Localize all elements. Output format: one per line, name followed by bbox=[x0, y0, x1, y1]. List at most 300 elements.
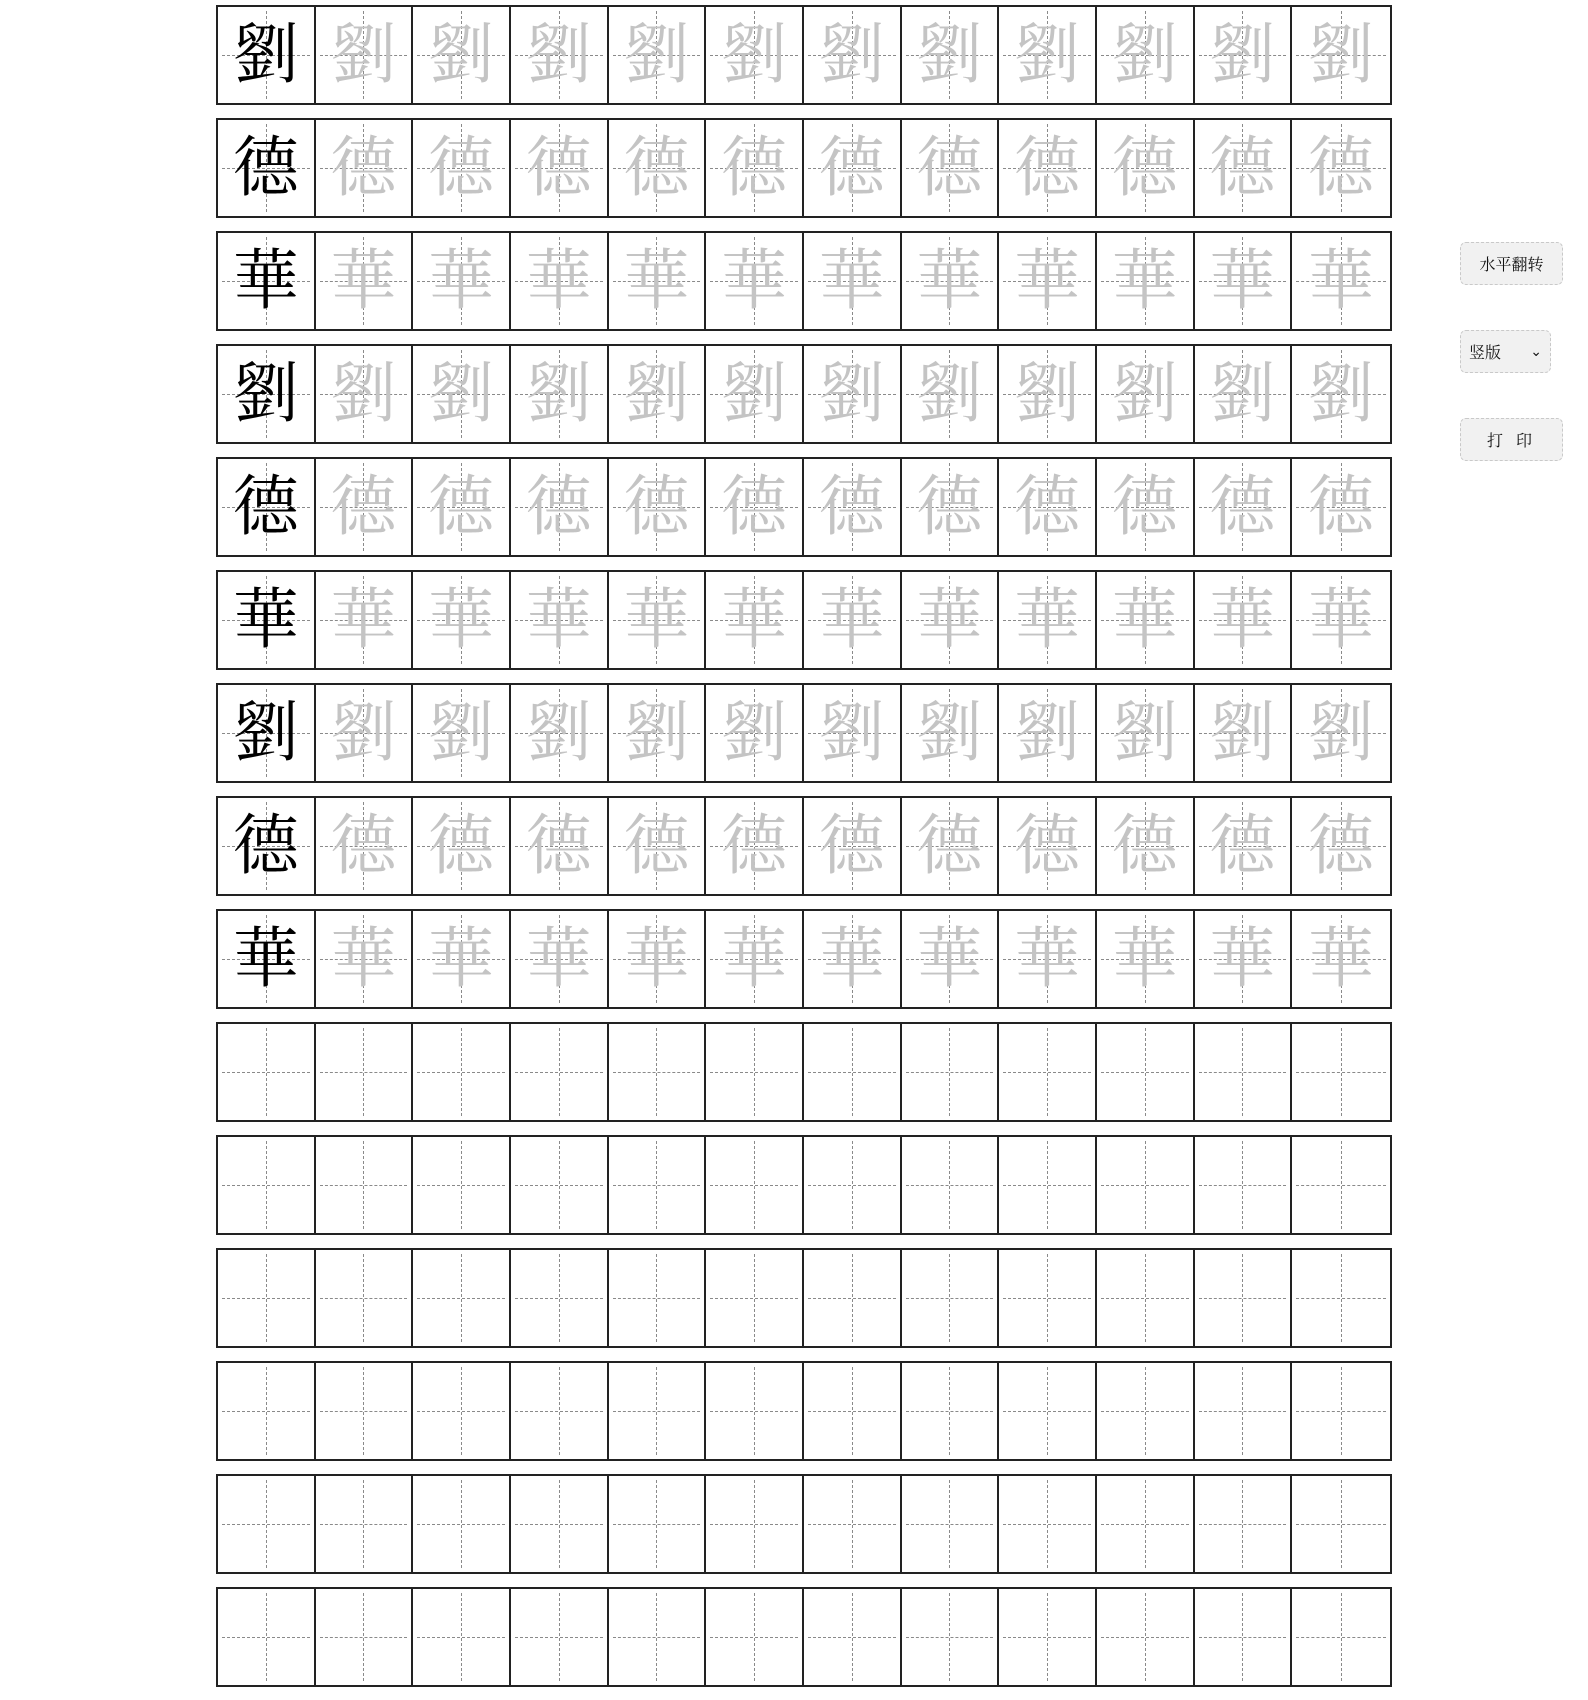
guide-line-vertical bbox=[1145, 1141, 1146, 1229]
practice-cell bbox=[609, 1250, 707, 1346]
trace-character: 劉 bbox=[1014, 355, 1081, 432]
trace-character: 劉 bbox=[1111, 694, 1178, 771]
guide-line-vertical bbox=[266, 1141, 267, 1229]
guide-line-vertical bbox=[852, 1480, 853, 1568]
practice-cell bbox=[316, 1024, 414, 1120]
practice-row bbox=[216, 1361, 1392, 1461]
practice-cell bbox=[1195, 1250, 1293, 1346]
practice-cell bbox=[218, 233, 316, 329]
guide-line-vertical bbox=[1341, 1141, 1342, 1229]
guide-line-vertical bbox=[1242, 1141, 1243, 1229]
practice-cell bbox=[609, 1476, 707, 1572]
practice-cell bbox=[609, 572, 707, 668]
practice-cell bbox=[609, 1024, 707, 1120]
trace-character: 華 bbox=[1014, 242, 1081, 319]
guide-line-vertical bbox=[461, 1141, 462, 1229]
practice-cell bbox=[706, 346, 804, 442]
trace-character: 劉 bbox=[623, 355, 690, 432]
practice-cell bbox=[902, 120, 1000, 216]
practice-cell bbox=[999, 1024, 1097, 1120]
practice-cell bbox=[1097, 233, 1195, 329]
practice-cell bbox=[511, 1476, 609, 1572]
practice-cell bbox=[1097, 7, 1195, 103]
guide-line-vertical bbox=[656, 1367, 657, 1455]
practice-cell bbox=[1097, 685, 1195, 781]
trace-character: 劉 bbox=[428, 355, 495, 432]
guide-line-vertical bbox=[461, 1367, 462, 1455]
trace-character: 劉 bbox=[721, 694, 788, 771]
practice-cell bbox=[413, 1476, 511, 1572]
practice-cell bbox=[511, 1137, 609, 1233]
practice-cell bbox=[999, 572, 1097, 668]
guide-line-vertical bbox=[1047, 1480, 1048, 1568]
practice-cell bbox=[706, 1250, 804, 1346]
practice-cell bbox=[609, 1363, 707, 1459]
trace-character: 德 bbox=[623, 129, 690, 206]
practice-cell bbox=[413, 1024, 511, 1120]
practice-cell bbox=[511, 346, 609, 442]
practice-cell bbox=[316, 459, 414, 555]
trace-character: 劉 bbox=[1308, 694, 1375, 771]
guide-line-vertical bbox=[266, 1367, 267, 1455]
practice-cell bbox=[609, 798, 707, 894]
guide-line-vertical bbox=[754, 1141, 755, 1229]
practice-row bbox=[216, 1474, 1392, 1574]
practice-row bbox=[216, 5, 1392, 105]
guide-line-vertical bbox=[949, 1028, 950, 1116]
practice-cell bbox=[804, 1363, 902, 1459]
practice-cell bbox=[218, 572, 316, 668]
practice-cell bbox=[1195, 233, 1293, 329]
trace-character: 華 bbox=[818, 242, 885, 319]
guide-line-vertical bbox=[852, 1028, 853, 1116]
trace-character: 德 bbox=[623, 468, 690, 545]
guide-line-vertical bbox=[1242, 1254, 1243, 1342]
trace-character: 華 bbox=[525, 920, 592, 997]
guide-line-vertical bbox=[1047, 1367, 1048, 1455]
practice-cell bbox=[511, 911, 609, 1007]
practice-cell bbox=[1195, 572, 1293, 668]
practice-row bbox=[216, 570, 1392, 670]
practice-cell bbox=[902, 1137, 1000, 1233]
practice-cell bbox=[609, 120, 707, 216]
trace-character: 劉 bbox=[330, 355, 397, 432]
practice-cell bbox=[413, 911, 511, 1007]
practice-cell bbox=[706, 459, 804, 555]
trace-character: 華 bbox=[1111, 920, 1178, 997]
practice-cell bbox=[1097, 572, 1195, 668]
trace-character: 華 bbox=[1308, 242, 1375, 319]
practice-cell bbox=[609, 7, 707, 103]
guide-line-vertical bbox=[559, 1480, 560, 1568]
trace-character: 劉 bbox=[1111, 16, 1178, 93]
guide-line-vertical bbox=[1145, 1480, 1146, 1568]
trace-character: 華 bbox=[525, 242, 592, 319]
trace-character: 華 bbox=[721, 581, 788, 658]
practice-cell bbox=[218, 120, 316, 216]
practice-cell bbox=[999, 1137, 1097, 1233]
guide-line-vertical bbox=[852, 1593, 853, 1681]
guide-line-vertical bbox=[559, 1254, 560, 1342]
practice-cell bbox=[511, 798, 609, 894]
practice-cell bbox=[999, 7, 1097, 103]
practice-cell bbox=[316, 911, 414, 1007]
trace-character: 劉 bbox=[525, 694, 592, 771]
practice-row bbox=[216, 796, 1392, 896]
trace-character: 德 bbox=[1308, 807, 1375, 884]
guide-line-vertical bbox=[1145, 1254, 1146, 1342]
practice-cell bbox=[316, 1137, 414, 1233]
practice-cell bbox=[316, 1476, 414, 1572]
practice-cell bbox=[706, 1024, 804, 1120]
practice-cell bbox=[902, 1250, 1000, 1346]
guide-line-vertical bbox=[852, 1141, 853, 1229]
practice-cell bbox=[999, 1589, 1097, 1685]
practice-cell bbox=[1292, 233, 1390, 329]
practice-cell bbox=[413, 1363, 511, 1459]
practice-cell bbox=[316, 798, 414, 894]
trace-character: 劉 bbox=[818, 355, 885, 432]
practice-cell bbox=[218, 1250, 316, 1346]
guide-line-vertical bbox=[1242, 1367, 1243, 1455]
guide-line-vertical bbox=[1242, 1028, 1243, 1116]
trace-character: 劉 bbox=[721, 16, 788, 93]
practice-cell bbox=[1292, 911, 1390, 1007]
practice-cell bbox=[999, 911, 1097, 1007]
model-character: 華 bbox=[232, 581, 299, 658]
guide-line-vertical bbox=[1341, 1028, 1342, 1116]
practice-cell bbox=[804, 1024, 902, 1120]
practice-cell bbox=[804, 798, 902, 894]
practice-cell bbox=[218, 911, 316, 1007]
practice-cell bbox=[1195, 1589, 1293, 1685]
guide-line-vertical bbox=[461, 1480, 462, 1568]
practice-cell bbox=[413, 233, 511, 329]
trace-character: 華 bbox=[916, 242, 983, 319]
practice-cell bbox=[1195, 1476, 1293, 1572]
trace-character: 德 bbox=[1111, 468, 1178, 545]
trace-character: 德 bbox=[916, 129, 983, 206]
practice-cell bbox=[511, 1024, 609, 1120]
practice-cell bbox=[1292, 1137, 1390, 1233]
practice-row bbox=[216, 457, 1392, 557]
practice-cell bbox=[804, 1589, 902, 1685]
practice-cell bbox=[999, 459, 1097, 555]
trace-character: 華 bbox=[330, 581, 397, 658]
guide-line-vertical bbox=[363, 1593, 364, 1681]
practice-cell bbox=[413, 685, 511, 781]
trace-character: 劉 bbox=[1209, 694, 1276, 771]
practice-cell bbox=[1292, 685, 1390, 781]
trace-character: 劉 bbox=[623, 16, 690, 93]
guide-line-vertical bbox=[363, 1480, 364, 1568]
guide-line-vertical bbox=[656, 1480, 657, 1568]
guide-line-vertical bbox=[754, 1028, 755, 1116]
practice-row bbox=[216, 344, 1392, 444]
practice-cell bbox=[609, 685, 707, 781]
practice-cell bbox=[1195, 120, 1293, 216]
trace-character: 劉 bbox=[428, 16, 495, 93]
practice-cell bbox=[706, 1476, 804, 1572]
practice-cell bbox=[413, 572, 511, 668]
practice-cell bbox=[706, 1137, 804, 1233]
trace-character: 德 bbox=[1209, 807, 1276, 884]
guide-line-vertical bbox=[1341, 1254, 1342, 1342]
trace-character: 華 bbox=[330, 242, 397, 319]
trace-character: 華 bbox=[818, 581, 885, 658]
practice-cell bbox=[902, 1476, 1000, 1572]
practice-cell bbox=[1292, 1476, 1390, 1572]
guide-line-vertical bbox=[363, 1254, 364, 1342]
trace-character: 劉 bbox=[330, 694, 397, 771]
practice-cell bbox=[1292, 1024, 1390, 1120]
trace-character: 華 bbox=[721, 242, 788, 319]
practice-cell bbox=[218, 7, 316, 103]
model-character: 劉 bbox=[232, 694, 299, 771]
practice-cell bbox=[902, 1024, 1000, 1120]
trace-character: 華 bbox=[818, 920, 885, 997]
guide-line-vertical bbox=[754, 1254, 755, 1342]
guide-line-vertical bbox=[461, 1254, 462, 1342]
trace-character: 劉 bbox=[721, 355, 788, 432]
guide-line-vertical bbox=[754, 1480, 755, 1568]
practice-cell bbox=[1195, 459, 1293, 555]
trace-character: 劉 bbox=[525, 355, 592, 432]
practice-cell bbox=[1097, 1137, 1195, 1233]
practice-cell bbox=[316, 7, 414, 103]
trace-character: 華 bbox=[721, 920, 788, 997]
practice-cell bbox=[1292, 798, 1390, 894]
model-character: 華 bbox=[232, 242, 299, 319]
trace-character: 劉 bbox=[1014, 694, 1081, 771]
guide-line-vertical bbox=[949, 1254, 950, 1342]
practice-cell bbox=[609, 1589, 707, 1685]
practice-cell bbox=[902, 798, 1000, 894]
guide-line-vertical bbox=[1145, 1593, 1146, 1681]
practice-grid bbox=[216, 5, 1392, 1700]
practice-cell bbox=[511, 685, 609, 781]
practice-cell bbox=[316, 1589, 414, 1685]
trace-character: 華 bbox=[428, 242, 495, 319]
practice-cell bbox=[804, 459, 902, 555]
guide-line-vertical bbox=[266, 1028, 267, 1116]
practice-cell bbox=[1195, 911, 1293, 1007]
trace-character: 德 bbox=[1014, 807, 1081, 884]
practice-cell bbox=[218, 459, 316, 555]
trace-character: 劉 bbox=[1308, 355, 1375, 432]
practice-cell bbox=[511, 572, 609, 668]
practice-cell bbox=[1292, 346, 1390, 442]
trace-character: 華 bbox=[1209, 920, 1276, 997]
practice-cell bbox=[413, 7, 511, 103]
practice-row bbox=[216, 1587, 1392, 1687]
model-character: 劉 bbox=[232, 16, 299, 93]
practice-cell bbox=[218, 1476, 316, 1572]
guide-line-vertical bbox=[656, 1254, 657, 1342]
practice-row bbox=[216, 1248, 1392, 1348]
trace-character: 德 bbox=[525, 807, 592, 884]
flip-horizontal-button[interactable]: 水平翻转 bbox=[1460, 242, 1563, 285]
trace-character: 華 bbox=[623, 581, 690, 658]
practice-cell bbox=[413, 1137, 511, 1233]
practice-cell bbox=[1097, 1024, 1195, 1120]
practice-cell bbox=[804, 911, 902, 1007]
print-button[interactable]: 打 印 bbox=[1460, 418, 1563, 461]
practice-cell bbox=[218, 346, 316, 442]
guide-line-vertical bbox=[754, 1367, 755, 1455]
practice-cell bbox=[609, 233, 707, 329]
practice-cell bbox=[316, 1363, 414, 1459]
guide-line-vertical bbox=[266, 1480, 267, 1568]
practice-cell bbox=[1195, 685, 1293, 781]
trace-character: 德 bbox=[428, 807, 495, 884]
practice-row bbox=[216, 683, 1392, 783]
model-character: 德 bbox=[232, 807, 299, 884]
practice-cell bbox=[706, 685, 804, 781]
practice-cell bbox=[609, 459, 707, 555]
guide-line-vertical bbox=[559, 1028, 560, 1116]
trace-character: 劉 bbox=[916, 694, 983, 771]
practice-cell bbox=[511, 1250, 609, 1346]
practice-cell bbox=[413, 1250, 511, 1346]
practice-cell bbox=[804, 572, 902, 668]
trace-character: 德 bbox=[330, 468, 397, 545]
trace-character: 劉 bbox=[1111, 355, 1178, 432]
practice-cell bbox=[999, 346, 1097, 442]
trace-character: 德 bbox=[721, 807, 788, 884]
guide-line-vertical bbox=[1047, 1593, 1048, 1681]
practice-cell bbox=[999, 233, 1097, 329]
trace-character: 德 bbox=[525, 129, 592, 206]
practice-cell bbox=[1097, 346, 1195, 442]
practice-cell bbox=[218, 1137, 316, 1233]
practice-cell bbox=[511, 1363, 609, 1459]
trace-character: 劉 bbox=[428, 694, 495, 771]
guide-line-vertical bbox=[852, 1254, 853, 1342]
practice-cell bbox=[706, 120, 804, 216]
trace-character: 德 bbox=[623, 807, 690, 884]
trace-character: 華 bbox=[1014, 581, 1081, 658]
practice-cell bbox=[999, 120, 1097, 216]
practice-cell bbox=[511, 1589, 609, 1685]
guide-line-vertical bbox=[949, 1480, 950, 1568]
practice-cell bbox=[1292, 459, 1390, 555]
model-character: 德 bbox=[232, 468, 299, 545]
guide-line-vertical bbox=[559, 1593, 560, 1681]
practice-cell bbox=[413, 798, 511, 894]
guide-line-vertical bbox=[1341, 1480, 1342, 1568]
layout-select[interactable] bbox=[1460, 330, 1551, 373]
trace-character: 華 bbox=[525, 581, 592, 658]
trace-character: 德 bbox=[916, 468, 983, 545]
practice-cell bbox=[999, 1363, 1097, 1459]
trace-character: 華 bbox=[1308, 581, 1375, 658]
practice-cell bbox=[706, 233, 804, 329]
trace-character: 華 bbox=[1111, 242, 1178, 319]
practice-cell bbox=[1292, 1363, 1390, 1459]
guide-line-vertical bbox=[1242, 1480, 1243, 1568]
trace-character: 華 bbox=[623, 242, 690, 319]
practice-cell bbox=[1195, 1363, 1293, 1459]
guide-line-vertical bbox=[949, 1141, 950, 1229]
trace-character: 劉 bbox=[1014, 16, 1081, 93]
guide-line-vertical bbox=[949, 1593, 950, 1681]
guide-line-vertical bbox=[363, 1028, 364, 1116]
practice-cell bbox=[218, 798, 316, 894]
practice-cell bbox=[706, 1363, 804, 1459]
trace-character: 德 bbox=[1209, 129, 1276, 206]
practice-cell bbox=[999, 685, 1097, 781]
trace-character: 德 bbox=[1111, 807, 1178, 884]
practice-cell bbox=[316, 120, 414, 216]
practice-cell bbox=[218, 1589, 316, 1685]
guide-line-vertical bbox=[1047, 1141, 1048, 1229]
guide-line-vertical bbox=[559, 1367, 560, 1455]
trace-character: 華 bbox=[623, 920, 690, 997]
guide-line-vertical bbox=[656, 1141, 657, 1229]
trace-character: 華 bbox=[428, 920, 495, 997]
practice-cell bbox=[804, 685, 902, 781]
practice-cell bbox=[1292, 7, 1390, 103]
practice-cell bbox=[1195, 1024, 1293, 1120]
practice-cell bbox=[999, 798, 1097, 894]
practice-cell bbox=[413, 1589, 511, 1685]
practice-cell bbox=[902, 7, 1000, 103]
practice-row bbox=[216, 909, 1392, 1009]
trace-character: 華 bbox=[330, 920, 397, 997]
guide-line-vertical bbox=[1145, 1367, 1146, 1455]
practice-cell bbox=[609, 1137, 707, 1233]
trace-character: 德 bbox=[818, 807, 885, 884]
guide-line-vertical bbox=[1047, 1028, 1048, 1116]
practice-cell bbox=[1195, 7, 1293, 103]
practice-cell bbox=[609, 346, 707, 442]
trace-character: 德 bbox=[330, 807, 397, 884]
practice-cell bbox=[511, 120, 609, 216]
guide-line-vertical bbox=[656, 1028, 657, 1116]
practice-cell bbox=[511, 459, 609, 555]
trace-character: 華 bbox=[1308, 920, 1375, 997]
guide-line-vertical bbox=[1047, 1254, 1048, 1342]
practice-cell bbox=[1097, 1589, 1195, 1685]
guide-line-vertical bbox=[656, 1593, 657, 1681]
trace-character: 華 bbox=[916, 920, 983, 997]
practice-cell bbox=[706, 7, 804, 103]
guide-line-vertical bbox=[363, 1367, 364, 1455]
practice-cell bbox=[706, 911, 804, 1007]
trace-character: 劉 bbox=[818, 694, 885, 771]
practice-cell bbox=[902, 1589, 1000, 1685]
trace-character: 劉 bbox=[525, 16, 592, 93]
practice-cell bbox=[804, 7, 902, 103]
trace-character: 德 bbox=[818, 129, 885, 206]
guide-line-vertical bbox=[461, 1593, 462, 1681]
trace-character: 劉 bbox=[1308, 16, 1375, 93]
practice-row bbox=[216, 1022, 1392, 1122]
practice-cell bbox=[902, 1363, 1000, 1459]
trace-character: 華 bbox=[1111, 581, 1178, 658]
practice-cell bbox=[218, 1024, 316, 1120]
layout-select-value: 竖版 bbox=[1469, 343, 1502, 362]
guide-line-vertical bbox=[949, 1367, 950, 1455]
practice-cell bbox=[1097, 1250, 1195, 1346]
practice-cell bbox=[218, 685, 316, 781]
guide-line-vertical bbox=[266, 1593, 267, 1681]
practice-cell bbox=[902, 346, 1000, 442]
guide-line-vertical bbox=[266, 1254, 267, 1342]
practice-cell bbox=[511, 7, 609, 103]
trace-character: 德 bbox=[1014, 129, 1081, 206]
